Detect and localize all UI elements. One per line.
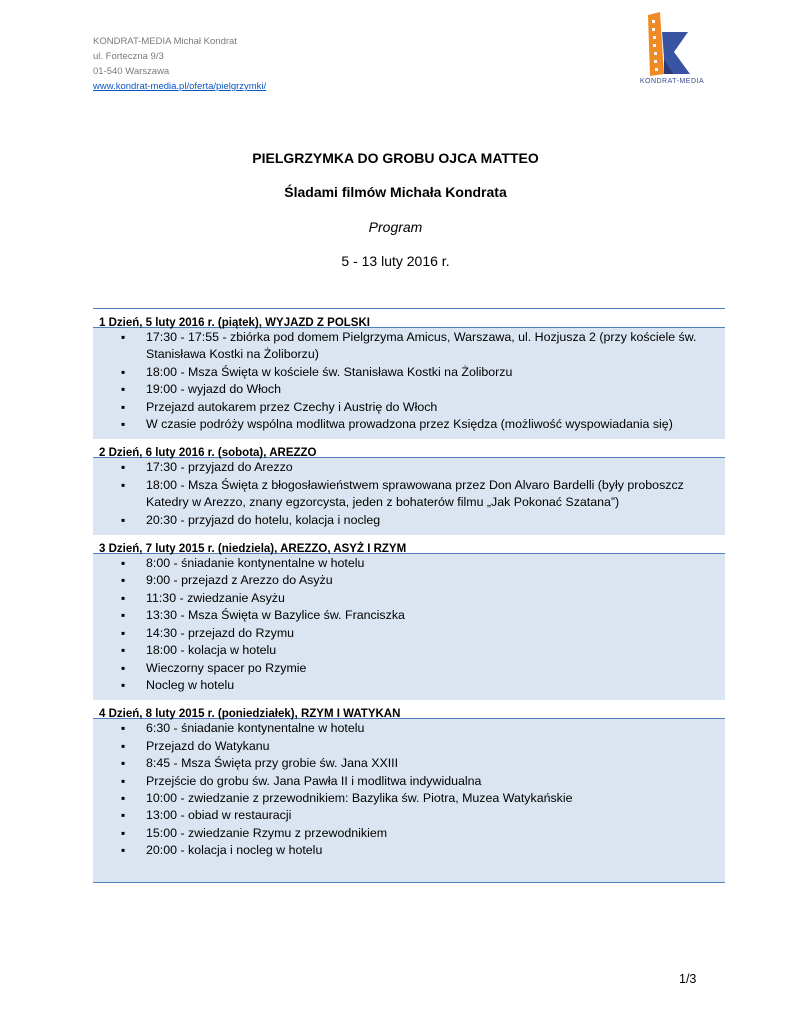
list-item: ▪ 17:30 - 17:55 - zbiórka pod domem Pielgrzyma Amicus, Warszawa, ul. Hozjusza 2 (przy kościele św. Stanisława Kostki na Żoliborzu): [93, 329, 725, 364]
list-item: ▪ 20:00 - kolacja i nocleg w hotelu: [93, 842, 725, 859]
day-heading: 4 Dzień, 8 luty 2015 r. (poniedziałek), RZYM I WATYKAN: [93, 700, 725, 719]
list-item: ▪ Nocleg w hotelu: [93, 677, 725, 694]
list-item: ▪ W czasie podróży wspólna modlitwa prowadzona przez Księdza (możliwość wyspowiadania się): [93, 416, 725, 433]
list-item: ▪ Przejazd autokarem przez Czechy i Austrię do Włoch: [93, 399, 725, 416]
company-website-link[interactable]: www.kondrat-media.pl/oferta/pielgrzymki/: [93, 81, 267, 92]
list-item: ▪ 14:30 - przejazd do Rzymu: [93, 625, 725, 642]
day-items: [93, 458, 725, 535]
list-item: ▪ 15:00 - zwiedzanie Rzymu z przewodnikiem: [93, 825, 725, 842]
list-item: ▪ 13:30 - Msza Święta w Bazylice św. Franciszka: [93, 607, 725, 624]
title-block: [0, 148, 791, 271]
day-items: [93, 328, 725, 439]
company-name: KONDRAT-MEDIA Michał Kondrat: [93, 36, 237, 47]
list-item: ▪ Wieczorny spacer po Rzymie: [93, 660, 725, 677]
page-number: 1/3: [679, 972, 697, 986]
main-title: PIELGRZYMKA DO GROBU OJCA MATTEO: [252, 150, 539, 166]
list-item: ▪ 17:30 - przyjazd do Arezzo: [93, 459, 725, 476]
list-item: ▪ Przejazd do Watykanu: [93, 738, 725, 755]
subtitle: Śladami filmów Michała Kondrata: [284, 184, 507, 200]
company-city: 01-540 Warszawa: [93, 66, 170, 77]
day-items: [93, 719, 725, 881]
list-item: ▪ 8:00 - śniadanie kontynentalne w hotelu: [93, 555, 725, 572]
day-heading: 1 Dzień, 5 luty 2016 r. (piątek), WYJAZD Z POLSKI: [93, 309, 725, 328]
list-item: ▪ 10:00 - zwiedzanie z przewodnikiem: Bazylika św. Piotra, Muzea Watykańskie: [93, 790, 725, 807]
day-items: [93, 554, 725, 700]
list-item: ▪ 11:30 - zwiedzanie Asyżu: [93, 590, 725, 607]
list-item: ▪ 6:30 - śniadanie kontynentalne w hotelu: [93, 720, 725, 737]
trip-dates: 5 - 13 luty 2016 r.: [341, 253, 450, 269]
list-item: ▪ 18:00 - kolacja w hotelu: [93, 642, 725, 659]
list-item: ▪ 19:00 - wyjazd do Włoch: [93, 381, 725, 398]
logo-caption: KONDRAT-MEDIA: [639, 78, 705, 85]
program-label: Program: [368, 219, 423, 235]
list-item: ▪ 18:00 - Msza Święta z błogosławieństwem sprawowana przez Don Alvaro Bardelli (były proboszcz Katedry w Arezzo, znany egzorcysta, jeden z bohaterów filmu „Jak Pokonać Szatana”): [93, 477, 725, 512]
list-item: ▪ 20:30 - przyjazd do hotelu, kolacja i nocleg: [93, 512, 725, 529]
day-heading: 3 Dzień, 7 luty 2015 r. (niedziela), AREZZO, ASYŻ I RZYM: [93, 535, 725, 554]
list-item: ▪ 8:45 - Msza Święta przy grobie św. Jana XXIII: [93, 755, 725, 772]
list-item: ▪ Przejście do grobu św. Jana Pawła II i modlitwa indywidualna: [93, 773, 725, 790]
list-item: ▪ 13:00 - obiad w restauracji: [93, 807, 725, 824]
company-street: ul. Forteczna 9/3: [93, 51, 164, 62]
day-heading: 2 Dzień, 6 luty 2016 r. (sobota), AREZZO: [93, 439, 725, 458]
list-item: ▪ 9:00 - przejazd z Arezzo do Asyżu: [93, 572, 725, 589]
program-table: [93, 308, 725, 883]
company-address: [93, 34, 266, 94]
list-item: ▪ 18:00 - Msza Święta w kościele św. Stanisława Kostki na Żoliborzu: [93, 364, 725, 381]
